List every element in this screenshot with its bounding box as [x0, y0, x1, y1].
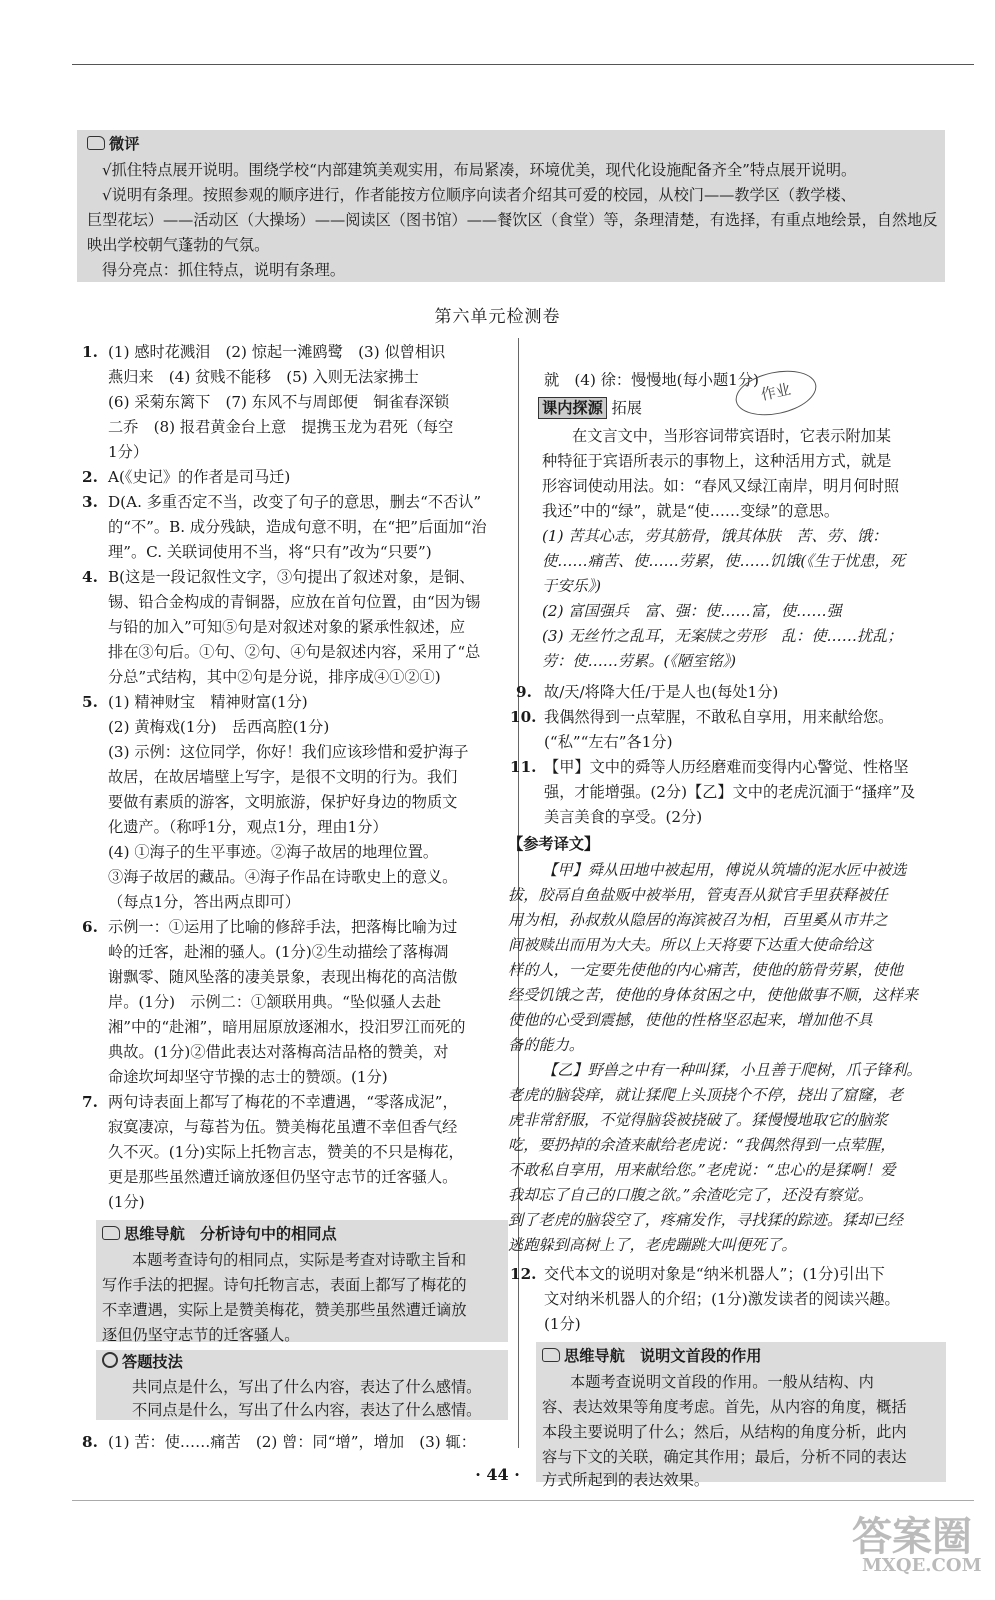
translation-line: 样的人，一定要先使他的内心痛苦，使他的筋骨劳累，使他 — [508, 961, 903, 979]
page-number: · 44 · — [475, 1465, 520, 1484]
answer-line: 1分） — [108, 443, 149, 461]
micro-review-box — [77, 130, 945, 282]
answer-line: (4) ①海子的生平事迹。②海子故居的地理位置。 — [108, 843, 439, 861]
top-rule — [72, 64, 974, 65]
translation-line: 用为相，孙叔敖从隐居的海滨被召为相，百里奚从市井之 — [508, 911, 888, 929]
homework-stamp: 作业 — [732, 364, 821, 422]
guide-line: 本题考查诗句的相同点，实际是考查对诗歌主旨和 — [132, 1251, 467, 1269]
answer-line: 典故。(1分)②借此表达对落梅高洁品格的赞美，对 — [108, 1043, 449, 1061]
micro-review-title: 微评 — [109, 135, 140, 153]
watermark-logo: 答案圈 — [852, 1513, 972, 1560]
thinking-guide-head — [542, 1344, 761, 1369]
thinking-guide-head — [102, 1222, 337, 1247]
guide-line: 容、表达效果等角度考虑。首先，从内容的角度，概括 — [542, 1398, 907, 1416]
answer-line: 故/天/将降大任/于是人也(每处1分) — [544, 683, 779, 701]
guide-line: 容与下文的关联，确定其作用；最后，分析不同的表达 — [542, 1448, 907, 1466]
answer-line: A(《史记》的作者是司马迁) — [108, 468, 291, 486]
extension-line: 我还”中的“绿”，就是“使……变绿”的意思。 — [542, 502, 840, 520]
answer-line: 岭的迁客，赴湘的骚人。(1分)②生动描绘了落梅凋 — [108, 943, 449, 961]
answer-line: 与铅的加入”可知⑤句是对叙述对象的紧承性叙述，应 — [108, 618, 466, 636]
extension-line: 在文言文中，当形容词带宾语时，它表示附加某 — [572, 427, 891, 445]
answer-line: (2) 黄梅戏(1分) 岳西高腔(1分) — [108, 718, 330, 736]
translation-line: 经受饥饿之苦，使他的身体贫困之中，使他做事不顺，这样来 — [508, 986, 919, 1004]
extension-line: 种特征于宾语所表示的事物上，这种活用方式，就是 — [542, 452, 892, 470]
answer-line: D(A. 多重否定不当，改变了句子的意思，删去“不否认” — [108, 493, 482, 511]
technique-line: 共同点是什么，写出了什么内容，表达了什么感情。 — [132, 1378, 482, 1396]
translation-line: 【乙】野兽之中有一种叫猱，小且善于爬树，爪子锋利。 — [542, 1061, 922, 1079]
hand-point-icon — [102, 1226, 120, 1240]
answer-line: 理”。C. 关联词使用不当，将“只有”改为“只要”) — [108, 543, 432, 561]
translation-line: 不敢私自享用，用来献给您。”老虎说：“忠心的是猱啊！爱 — [508, 1161, 896, 1179]
answer-line: （每点1分，答出两点即可） — [108, 893, 300, 911]
answer-line: 排在③句后。①句、②句、④句是叙述内容，采用了“总 — [108, 643, 481, 661]
translation-line: 我却忘了自己的口腹之欲。”余渣吃完了，还没有察觉。 — [508, 1186, 873, 1204]
q-number: 1. — [82, 343, 98, 361]
watermark-url: MXQE.COM — [862, 1555, 982, 1576]
answer-line: 我偶然得到一点荤腥，不敢私自享用，用来献给您。 — [544, 708, 894, 726]
answer-line: 燕归来 (4) 贫贱不能移 (5) 入则无法家拂士 — [108, 368, 419, 386]
answer-line: 岸。(1分) 示例二：①颔联用典。“坠似骚人去赴 — [108, 993, 442, 1011]
answer-line: 文对纳米机器人的介绍；(1分)激发读者的阅读兴趣。 — [544, 1290, 900, 1308]
answer-technique-head — [102, 1350, 183, 1375]
answer-line: (1) 精神财宝 精神财富(1分) — [108, 693, 308, 711]
answer-line: 美言美食的享受。(2分) — [544, 808, 703, 826]
guide-line: 方式所起到的表达效果。 — [542, 1471, 710, 1489]
answer-line: 更是那些虽然遭迁谪放逐但仍坚守志节的迁客骚人。 — [108, 1168, 458, 1186]
answer-line: B(这是一段记叙性文字，③句提出了叙述对象，是铜、 — [108, 568, 475, 586]
answer-line: (1分) — [108, 1193, 145, 1211]
q-number: 8. — [82, 1433, 98, 1451]
review-line: 巨型花坛）——活动区（大操场）——阅读区（图书馆）——餐饮区（食堂）等，条理清楚，有选择，有重点地绘景，自然地反 — [87, 211, 938, 229]
extension-line: 形容词使动用法。如：“春风又绿江南岸，明月何时照 — [542, 477, 900, 495]
extension-line: (3) 无丝竹之乱耳，无案牍之劳形 乱：使……扰乱； — [542, 627, 903, 645]
answer-line: 的“不”。B. 成分残缺，造成句意不明，在“把”后面加“治 — [108, 518, 487, 536]
answer-line: 湘”中的“赴湘”，暗用屈原放逐湘水，投汨罗江而死的 — [108, 1018, 466, 1036]
answer-line: ③海子故居的藏品。④海子作品在诗歌史上的意义。 — [108, 868, 458, 886]
answer-line: (1分) — [544, 1315, 581, 1333]
hand-point-icon — [87, 136, 105, 150]
q-number: 9. — [516, 683, 532, 701]
translation-line: 虎非常舒服，不觉得脑袋被挠破了。猱慢慢地取它的脑浆 — [508, 1111, 888, 1129]
answer-line: 就 (4) 徐：慢慢地(每小题1分) — [544, 371, 759, 389]
translation-line: 【甲】舜从田地中被起用，傅说从筑墙的泥水匠中被选 — [542, 861, 907, 879]
answer-line: 交代本文的说明对象是“纳米机器人”；(1分)引出下 — [544, 1265, 885, 1283]
answer-line: 命途坎坷却坚守节操的志士的赞颂。(1分) — [108, 1068, 388, 1086]
guide-line: 本题考查说明文首段的作用。一般从结构、内 — [570, 1373, 874, 1391]
review-line: √抓住特点展开说明。围绕学校“内部建筑美观实用，布局紧凑，环境优美，现代化设施配备齐全”特点展开说明。 — [102, 161, 857, 179]
extension-line: (1) 苦其心志，劳其筋骨，饿其体肤 苦、劳、饿： — [542, 527, 888, 545]
extension-line: 劳：使……劳累。(《陋室铭》) — [542, 652, 737, 670]
answer-line: 故居，在故居墙壁上写字，是很不文明的行为。我们 — [108, 768, 458, 786]
extension-label: 拓展 — [611, 399, 642, 417]
answer-line: (3) 示例：这位同学，你好！我们应该珍惜和爱护海子 — [108, 743, 469, 761]
reference-translation-head: 【参考译文】 — [508, 835, 600, 853]
answer-technique-title: 答题技法 — [122, 1353, 183, 1371]
answer-line: 【甲】文中的舜等人历经磨难而变得内心警觉、性格坚 — [544, 758, 909, 776]
answer-line: 寂寞凄凉，与莓苔为伍。赞美梅花虽遭不幸但香气经 — [108, 1118, 458, 1136]
translation-line: 使他的心受到震撼，使他的性格坚忍起来，增加他不具 — [508, 1011, 873, 1029]
answer-line: 强，才能增强。(2分)【乙】文中的老虎沉湎于“搔痒”及 — [544, 783, 916, 801]
bottom-rule — [72, 1500, 974, 1501]
section-title: 第六单元检测卷 — [434, 307, 561, 327]
q-number: 10. — [510, 708, 537, 726]
answer-line: 分总”式结构，其中②句是分说，排序成④①②①) — [108, 668, 441, 686]
review-line: √说明有条理。按照参观的顺序进行，作者能按方位顺序向读者介绍其可爱的校园，从校门——教学区（教学楼、 — [102, 186, 856, 204]
extension-line: (2) 富国强兵 富、强：使……富，使……强 — [542, 602, 842, 620]
extension-line: 于安乐》) — [542, 577, 602, 595]
q-number: 4. — [82, 568, 98, 586]
source-tag: 课内探源 — [538, 397, 607, 419]
extension-line: 使……痛苦、使……劳累，使……饥饿(《生于忧患，死 — [542, 552, 905, 570]
translation-line: 老虎的脑袋痒，就让猱爬上头顶挠个不停，挠出了窟窿，老 — [508, 1086, 903, 1104]
answer-line: 久不灭。(1分)实际上托物言志，赞美的不只是梅花， — [108, 1143, 464, 1161]
answer-line: (1) 苦：使……痛苦 (2) 曾：同“增”，增加 (3) 辄： — [108, 1433, 476, 1451]
answer-line: 化遗产。（称呼1分，观点1分，理由1分） — [108, 818, 388, 836]
review-line: 得分亮点：抓住特点，说明有条理。 — [102, 261, 345, 279]
hand-point-icon — [542, 1348, 560, 1362]
q-number: 12. — [510, 1265, 537, 1283]
key-icon — [102, 1352, 118, 1368]
translation-line: 备的能力。 — [508, 1036, 584, 1054]
q-number: 5. — [82, 693, 98, 711]
technique-line: 不同点是什么，写出了什么内容，表达了什么感情。 — [132, 1401, 482, 1419]
left-column — [82, 340, 512, 1465]
q-number: 7. — [82, 1093, 98, 1111]
review-line: 映出学校朝气蓬勃的气氛。 — [87, 236, 270, 254]
answer-line: 示例一：①运用了比喻的修辞手法，把落梅比喻为过 — [108, 918, 458, 936]
answer-line: 谢飘零、随风坠落的凄美景象，表现出梅花的高洁傲 — [108, 968, 458, 986]
translation-line: 吃，要扔掉的余渣来献给老虎说：“我偶然得到一点荤腥， — [508, 1136, 896, 1154]
answer-line: (6) 采菊东篱下 (7) 东风不与周郎便 铜雀春深锁 — [108, 393, 450, 411]
answer-line: 锡、铅合金构成的青铜器，应放在首句位置，由“因为锡 — [108, 593, 481, 611]
translation-line: 拔，胶鬲自鱼盐贩中被举用，管夷吾从狱官手里获释被任 — [508, 886, 888, 904]
translation-line: 间被赎出而用为大夫。所以上天将要下达重大使命给这 — [508, 936, 873, 954]
q-number: 6. — [82, 918, 98, 936]
right-column — [508, 340, 950, 1489]
guide-line: 不幸遭遇，实际上是赞美梅花，赞美那些虽然遭迁谪放 — [102, 1301, 467, 1319]
answer-line: 要做有素质的游客，文明旅游，保护好身边的物质文 — [108, 793, 458, 811]
guide-line: 本段主要说明了什么；然后，从结构的角度分析，此内 — [542, 1423, 907, 1441]
thinking-guide-title: 思维导航 说明文首段的作用 — [564, 1347, 762, 1365]
translation-line: 到了老虎的脑袋空了，疼痛发作，寻找猱的踪迹。猱却已经 — [508, 1211, 903, 1229]
answer-line: 两句诗表面上都写了梅花的不幸遭遇，“零落成泥”， — [108, 1093, 458, 1111]
answer-line: (“私”“左右”各1分) — [544, 733, 673, 751]
answer-line: 二乔 (8) 报君黄金台上意 提携玉龙为君死（每空 — [108, 418, 454, 436]
q-number: 2. — [82, 468, 98, 486]
guide-line: 写作手法的把握。诗句托物言志，表面上都写了梅花的 — [102, 1276, 467, 1294]
translation-line: 逃跑躲到高树上了，老虎蹦跳大叫便死了。 — [508, 1236, 797, 1254]
answer-line: (1) 感时花溅泪 (2) 惊起一滩鸥鹭 (3) 似曾相识 — [108, 343, 446, 361]
extension-head — [538, 396, 642, 421]
guide-line: 逐但仍坚守志节的迁客骚人。 — [102, 1326, 300, 1344]
q-number: 11. — [510, 758, 537, 776]
q-number: 3. — [82, 493, 98, 511]
thinking-guide-title: 思维导航 分析诗句中的相同点 — [124, 1225, 337, 1243]
micro-review-head — [87, 132, 139, 158]
